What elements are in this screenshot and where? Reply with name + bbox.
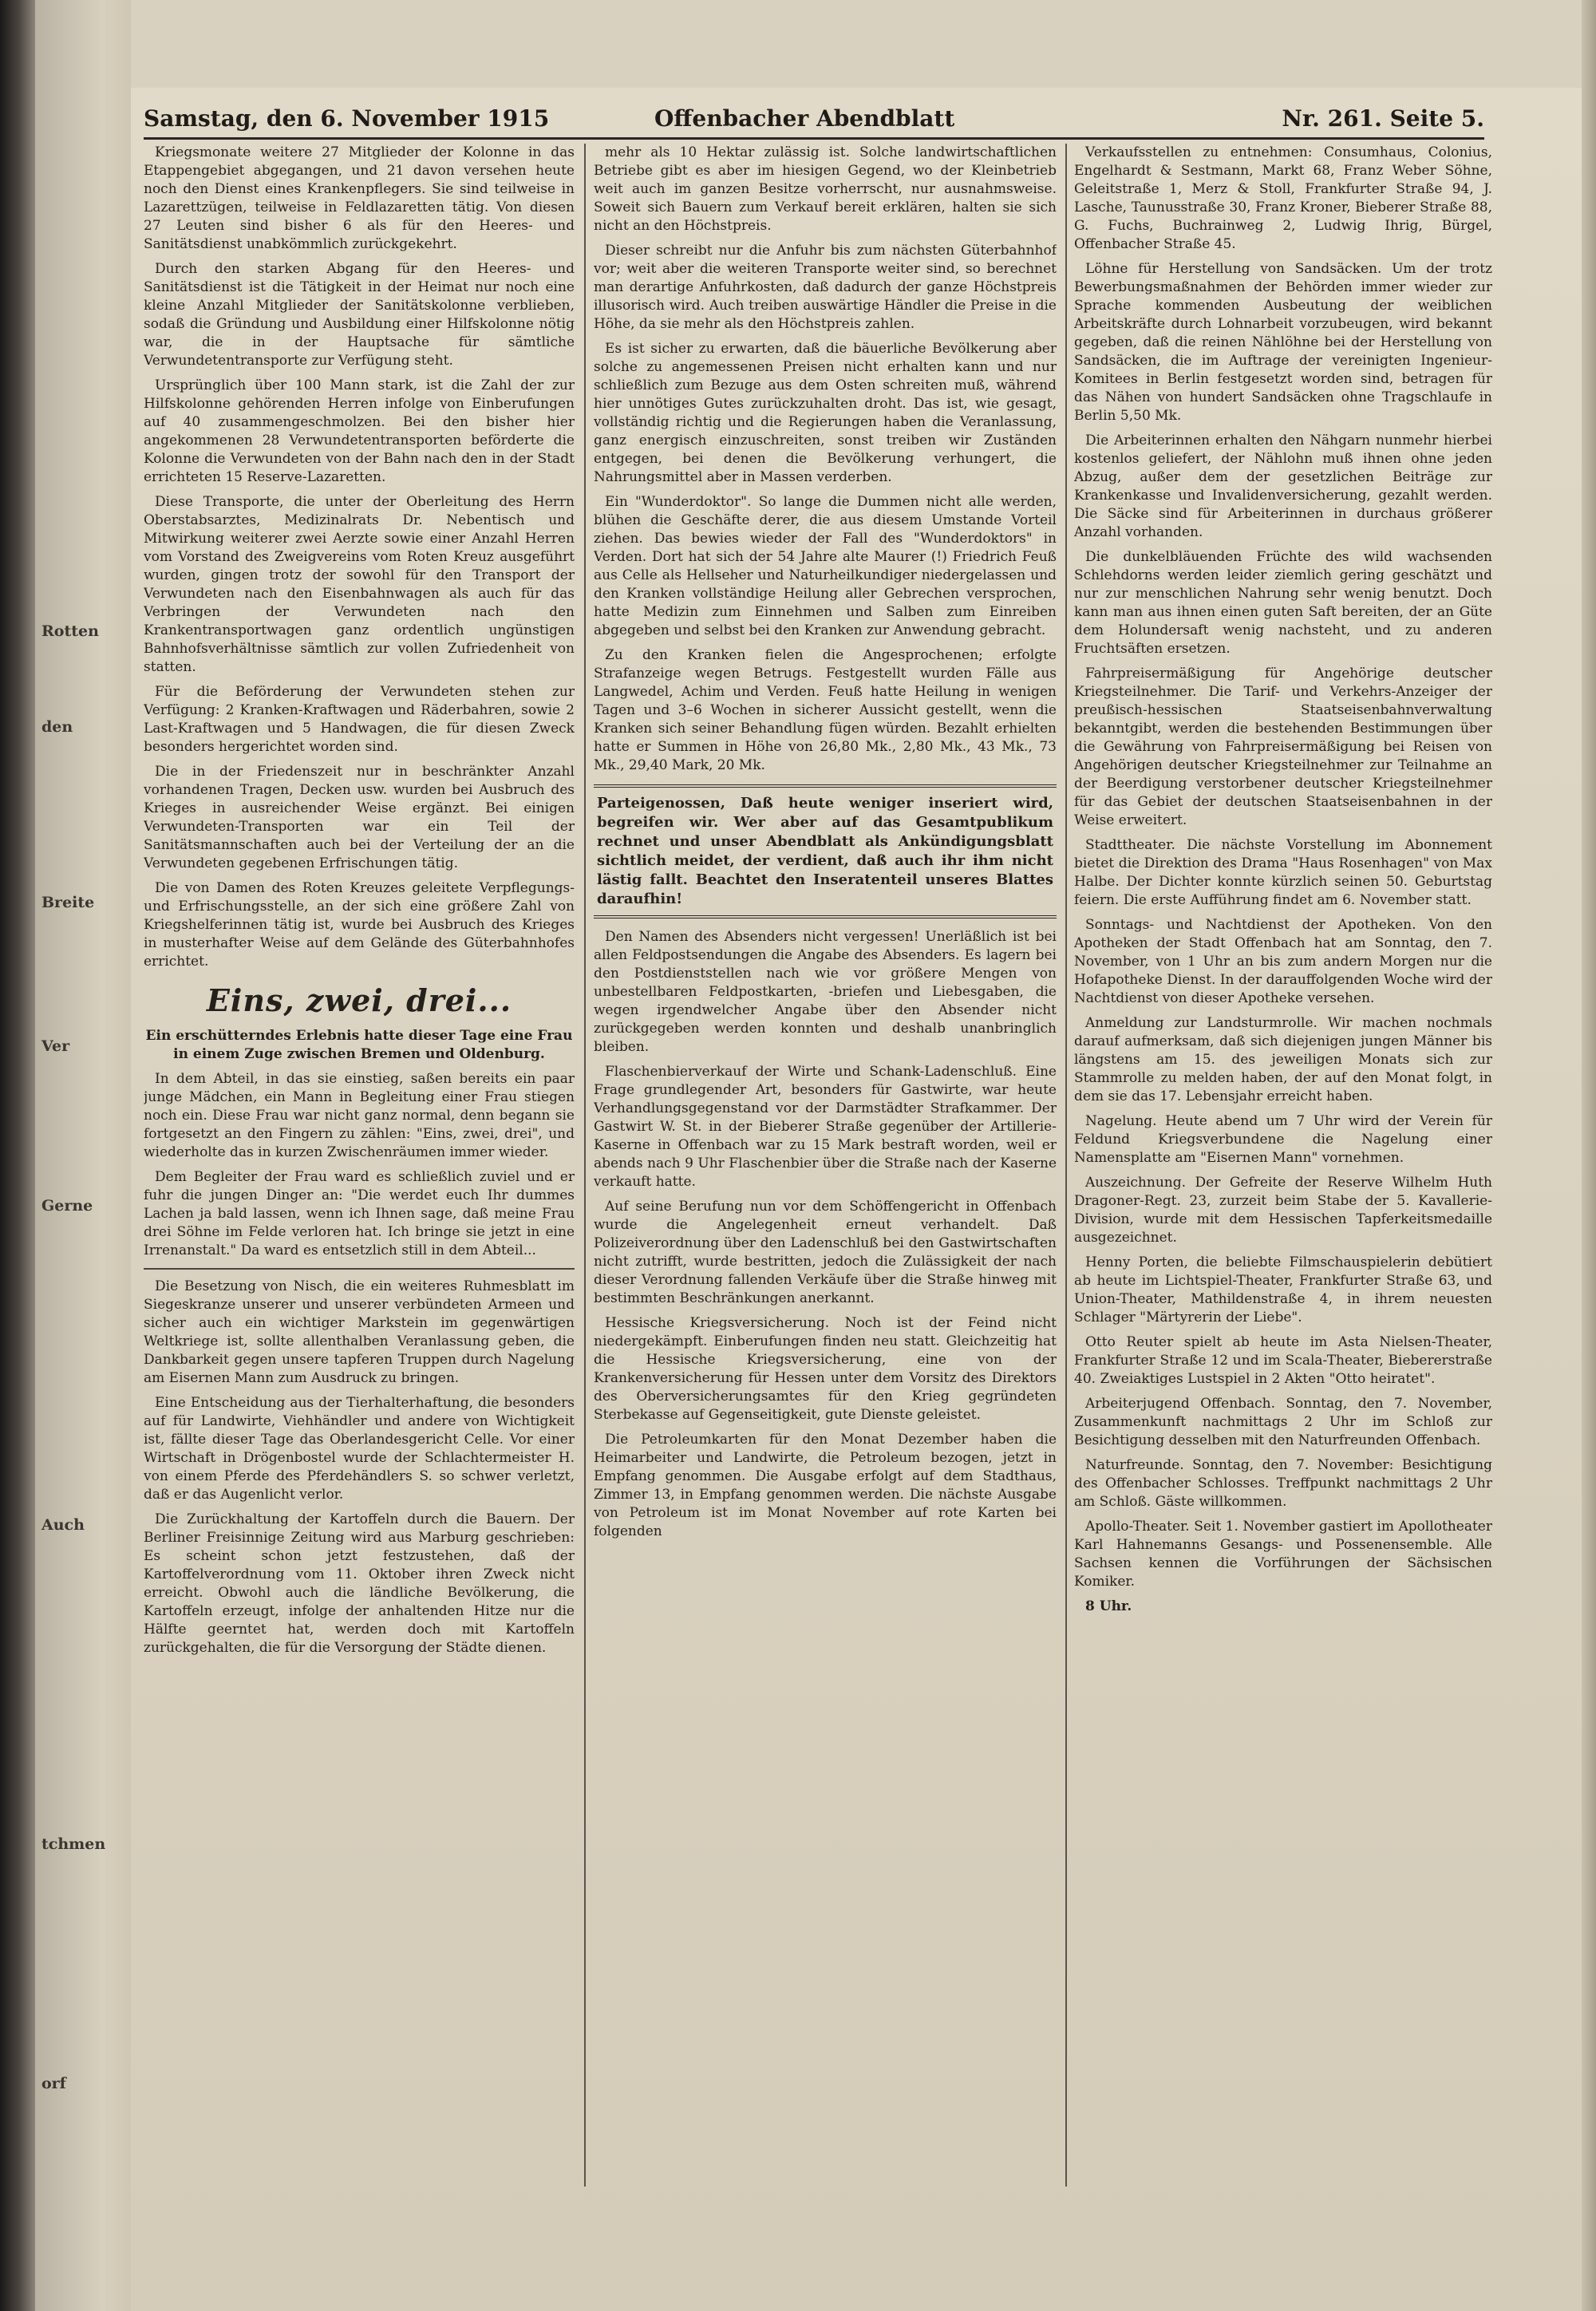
article-paragraph: Naturfreunde. Sonntag, den 7. November: Besichtigung des Offenbacher Schlosses. Treffpunkt nachmittags 2 Uhr am Schloß. Gäste willkommen. — [1074, 1457, 1492, 1510]
header-date: Samstag, den 6. November 1915 — [144, 105, 550, 132]
article-paragraph: Henny Porten, die beliebte Filmschauspielerin debütiert ab heute im Lichtspiel-Theater, Frankfurter Straße 63, und Union-Theater, Mathildenstraße 4, in ihrem neuesten Schlager "Märtyrerin der Liebe". — [1074, 1254, 1492, 1325]
article-paragraph: In dem Abteil, in das sie einstieg, saßen bereits ein paar junge Mädchen, ein Mann in Begleitung einer Frau stiegen noch ein. Diese Frau war nicht ganz normal, denn begann sie fortgesetzt an den Fingern zu zählen: "Eins, zwei, drei", und wiederholte das in kurzen Zwischenräumen immer wieder. — [144, 1071, 575, 1160]
article-subheadline: Ein erschütterndes Erlebnis hatte dieser Tage eine Frau in einem Zuge zwischen Bremen und Oldenburg. — [145, 1028, 573, 1062]
article-paragraph: Hessische Kriegsversicherung. Noch ist der Feind nicht niedergekämpft. Einberufungen finden neu statt. Gleichzeitig hat die Hessische Kriegsversicherung, eine von der Krankenversicherung für Hessen unter dem Vorsitz des Direktors des Oberversicherungsamtes für den Krieg gegründeten Sterbekasse auf Gegenseitigkeit, gute Dienste geleistet. — [594, 1315, 1057, 1423]
margin-fragment: orf — [41, 2075, 66, 2092]
article-paragraph: Diese Transporte, die unter der Oberleitung des Herrn Oberstabsarztes, Medizinalrats Dr. Nebentisch und Mitwirkung weiterer zwei Aerzte sowie einer Anzahl Herren vom Vorstand des Zweigvereins vom Roten Kreuz ausgeführt wurden, gingen trotz der sowohl für den Transport der Verwundeten nach den Eisenbahnwagen als auch für das Verbringen der Verwundeten nach den Krankentransportwagen ganz ordentlich ungünstigen Bahnhofsverhältnisse sämtlich zur vollen Zufriedenheit von statten. — [144, 494, 575, 675]
article-paragraph: Für die Beförderung der Verwundeten stehen zur Verfügung: 2 Kranken-Kraftwagen und Räderbahren, sowie 2 Last-Kraftwagen und 5 Handwagen, die für diesen Zweck besonders hergerichtet worden sind. — [144, 684, 575, 755]
column-rule — [584, 144, 586, 2187]
margin-fragment: Ver — [41, 1037, 70, 1055]
article-paragraph: Es ist sicher zu erwarten, daß die bäuerliche Bevölkerung aber solche zu angemessenen Preisen nicht erhalten kann und nur schließlich zum Bezuge aus dem Osten schreiten muß, während hier unnötiges Gutes zurückzuhalten droht. Das ist, wie gesagt, vollständig richtig und die Regierungen haben die Veranlassung, ganz energisch einzuschreiten, sonst treiben wir Zuständen entgegen, bei denen die Bevölkerung verhungert, die Nahrungsmittel aber in Massen verderben. — [594, 341, 1057, 485]
article-paragraph: 8 Uhr. — [1085, 1598, 1132, 1614]
article-paragraph: Die von Damen des Roten Kreuzes geleitete Verpflegungs- und Erfrischungsstelle, an der sich eine größere Zahl von Kriegshelferinnen tätig ist, wurde bei Ausbruch des Krieges in musterhafter Weise auf dem Gelände des Güterbahnhofes errichtet. — [144, 880, 575, 970]
article-paragraph: Die Petroleumkarten für den Monat Dezember haben die Heimarbeiter und Landwirte, die Petroleum bezogen, jetzt in Empfang genommen. Die Ausgabe erfolgt auf dem Stadthaus, Zimmer 13, in Empfang genommen werden. Die nächste Ausgabe von Petroleum ist im Monat November auf rote Karten bei folgenden — [594, 1432, 1057, 1539]
column-1 — [144, 144, 575, 2282]
article-paragraph: Arbeiterjugend Offenbach. Sonntag, den 7. November, Zusammenkunft nachmittags 2 Uhr im Schloß zur Besichtigung desselben mit den Naturfreunden Offenbach. — [1074, 1396, 1492, 1448]
article-paragraph: Eine Entscheidung aus der Tierhalterhaftung, die besonders auf für Landwirte, Viehhändler und andere von Wichtigkeit ist, fällte dieser Tage das Oberlandesgericht Celle. Vor einer Wirtschaft in Drögenbostel wurde der Schlachtermeister H. von einem Pferde des Pferdehändlers S. so schwer verletzt, daß er das Augenlicht verlor. — [144, 1395, 575, 1503]
article-paragraph: Zu den Kranken fielen die Angesprochenen; erfolgte Strafanzeige wegen Betrugs. Festgestellt wurden Fälle aus Langwedel, Achim und Verden. Feuß hatte Heilung in wenigen Tagen und 3–6 Wochen in sicherer Aussicht gestellt, wenn die Kranken sich seiner Behandlung fügen würden. Bezahlt erhielten hatte er Summen in Höhe von 26,80 Mk., 2,80 Mk., 43 Mk., 73 Mk., 29,40 Mark, 20 Mk. — [594, 647, 1057, 773]
article-paragraph: Ein "Wunderdoktor". So lange die Dummen nicht alle werden, blühen die Geschäfte derer, die aus diesem Umstande Vorteil ziehen. Das bewies wieder der Fall des "Wunderdoktors" in Verden. Dort hat sich der 54 Jahre alte Maurer (!) Friedrich Feuß aus Celle als Hellseher und Naturheilkundiger niedergelassen und den Kranken vollständige Heilung aller Gebrechen versprochen, hatte Medizin zum Einnehmen und Salben zum Einreiben abgegeben und selbst bei den Kranken zur Anwendung gebracht. — [594, 494, 1057, 638]
article-paragraph: Dem Begleiter der Frau ward es schließlich zuviel und er fuhr die jungen Dinger an: "Die werdet euch Ihr dummes Lachen ja bald lassen, wenn ich Ihnen sage, daß meine Frau drei Söhne im Felde verloren hat. Ich bringe sie jetzt in eine Irrenanstalt." Da ward es entsetzlich still in dem Abteil... — [144, 1169, 575, 1258]
margin-fragment: Auch — [41, 1516, 85, 1534]
notice-text: Parteigenossen, Daß heute weniger inseriert wird, begreifen wir. Wer aber auf das Gesamtpublikum rechnet und unser Abendblatt als Ankündigungsblatt sichtlich meidet, der verdient, daß auch ihr ihm nicht lästig fallt. Beachtet den Inseratenteil unseres Blattes daraufhin! — [597, 795, 1053, 907]
article-paragraph: Die Zurückhaltung der Kartoffeln durch die Bauern. Der Berliner Freisinnige Zeitung wird aus Marburg geschrieben: Es scheint schon jetzt festzustehen, daß der Kartoffelverordnung vom 11. Oktober ihren Zweck nicht erreicht. Obwohl auch die ländliche Bevölkerung, die Kartoffeln erzeugt, infolge der anhaltenden Hitze nur die Hälfte geerntet hat, werden doch mit Kartoffeln zurückgehalten, die für die Versorgung der Städte dienen. — [144, 1511, 575, 1656]
article-paragraph: Auszeichnung. Der Gefreite der Reserve Wilhelm Huth Dragoner-Regt. 23, zurzeit beim Stabe der 5. Kavallerie-Division, wurde mit dem Hessischen Tapferkeitsmedaille ausgezeichnet. — [1074, 1175, 1492, 1246]
margin-fragment: den — [41, 718, 73, 736]
article-paragraph: Verkaufsstellen zu entnehmen: Consumhaus, Colonius, Engelhardt & Sestmann, Markt 68, Franz Weber Söhne, Geleitstraße 1, Merz & Stoll, Frankfurter Straße 94, J. Lasche, Taunusstraße 30, Franz Kroner, Bieberer Straße 88, G. Fuchs, Buchrainweg 2, Ludwig Ihrig, Bürgel, Offenbacher Straße 45. — [1074, 144, 1492, 252]
article-paragraph: Stadttheater. Die nächste Vorstellung im Abonnement bietet die Direktion des Drama "Haus Rosenhagen" von Max Halbe. Der Dichter konnte kürzlich seinen 50. Geburtstag feiern. Die erste Aufführung findet am 6. November statt. — [1074, 837, 1492, 908]
article-paragraph: Die Arbeiterinnen erhalten den Nähgarn nunmehr hierbei kostenlos geliefert, der Nählohn muß ihnen ohne jeden Abzug, außer dem der gesetzlichen Beiträge zur Krankenkasse und Invalidenversicherung, gezahlt werden. Die Säcke sind für Arbeiterinnen in durchaus größerer Anzahl vorhanden. — [1074, 433, 1492, 540]
article-paragraph: Anmeldung zur Landsturmrolle. Wir machen nochmals darauf aufmerksam, daß sich diejenigen jungen Männer bis längstens am 15. des jeweiligen Monats sich zur Stammrolle zu melden haben, der auf den Monat folgt, in dem sie das 17. Lebensjahr erreicht haben. — [1074, 1015, 1492, 1104]
margin-fragment: Breite — [41, 894, 95, 911]
page-right-edge — [1582, 0, 1596, 2311]
article-paragraph: Ursprünglich über 100 Mann stark, ist die Zahl der zur Hilfskolonne gehörenden Herren infolge von Einberufungen auf 40 zusammengeschmolzen. Bei den bisher hier angekommenen 28 Verwundetentransporten beförderte die Kolonne die Verwundeten von der Bahn nach den in der Stadt errichteten 15 Reserve-Lazaretten. — [144, 377, 575, 485]
header-masthead: Offenbacher Abendblatt — [654, 105, 955, 132]
article-paragraph: Apollo-Theater. Seit 1. November gastiert im Apollotheater Karl Hahnemanns Gesangs- und Possenensemble. Alle Sachsen kennen die Vorführungen der Sächsischen Komiker. — [1074, 1519, 1492, 1590]
margin-fragment: Rotten — [41, 622, 99, 640]
article-paragraph: Den Namen des Absenders nicht vergessen! Unerläßlich ist bei allen Feldpostsendungen die Angabe des Absenders. Es lagern bei den Postdienststellen nach wie vor größere Mengen von unbestellbaren Feldpostkarten, -briefen und Liebesgaben, die wegen irgendwelcher Angabe über den Absender nicht zurückgegeben werden konnten und deshalb unanbringlich bleiben. — [594, 929, 1057, 1055]
article-paragraph: Fahrpreisermäßigung für Angehörige deutscher Kriegsteilnehmer. Die Tarif- und Verkehrs-Anzeiger der preußisch-hessischen Staatseisenbahnverwaltung bekanntgibt, werden die bestehenden Bestimmungen über die Gewährung von Fahrpreisermäßigung bei Reisen von Angehörigen deutscher Kriegsteilnehmer zur Teilnahme an der Beerdigung verstorbener deutscher Kriegsteilnehmer für das Gebiet der deutschen Staatseisenbahnen in der Weise erweitert. — [1074, 666, 1492, 828]
article-paragraph: Dieser schreibt nur die Anfuhr bis zum nächsten Güterbahnhof vor; weit aber die weiteren Transporte weiter sind, so berechnet man derartige Anfuhrkosten, daß dadurch der ganze Höchstpreis illusorisch wird. Auch treiben auswärtige Händler die Preise in die Höhe, da sie mehr als den Höchstpreis zahlen. — [594, 243, 1057, 332]
article-paragraph: Sonntags- und Nachtdienst der Apotheken. Von den Apotheken der Stadt Offenbach hat am Sonntag, den 7. November, von 1 Uhr an bis zum andern Morgen nur die Hofapotheke Dienst. In der darauffolgenden Woche wird der Nachtdienst von dieser Apotheke versehen. — [1074, 917, 1492, 1006]
column-2 — [594, 144, 1057, 2282]
article-paragraph: Nagelung. Heute abend um 7 Uhr wird der Verein für Feldund Kriegsverbundene die Nagelung einer Namensplatte am "Eisernen Mann" vornehmen. — [1074, 1113, 1492, 1166]
article-paragraph: Flaschenbierverkauf der Wirte und Schank-Ladenschluß. Eine Frage grundlegender Art, besonders für Gastwirte, war heute Verhandlungsgegenstand vor der Darmstädter Strafkammer. Der Gastwirt W. St. in der Bieberer Straße gegenüber der Artillerie-Kaserne in Offenbach war zu 15 Mark bestraft worden, weil er abends nach 9 Uhr Flaschenbier über die Straße nach der Kaserne verkauft hatte. — [594, 1064, 1057, 1190]
margin-fragment: tchmen — [41, 1835, 106, 1853]
article-paragraph: Die dunkelbläuenden Früchte des wild wachsenden Schlehdorns werden leider ziemlich gering geschätzt und nur zur menschlichen Nahrung sehr wenig benutzt. Doch kann man aus ihnen einen guten Saft bereiten, der an Güte dem Holundersaft wenig nachsteht, und zu anderen Fruchtsäften ersetzen. — [1074, 549, 1492, 657]
article-paragraph: mehr als 10 Hektar zulässig ist. Solche landwirtschaftlichen Betriebe gibt es aber im hiesigen Gegend, wo der Kleinbetrieb weit auch im ganzen Besitze vorherrscht, nur ausnahmsweise. Soweit sich Bauern zum Verkauf bereit erklären, halten sie sich nicht an den Höchstpreis. — [594, 144, 1057, 234]
article-paragraph: Durch den starken Abgang für den Heeres- und Sanitätsdienst ist die Tätigkeit in der Heimat nur noch eine kleine Anzahl Mitglieder der Sanitätskolonne verblieben, sodaß die Gründung und Ausbildung einer Hilfskolonne nötig war, die in der Hauptsache für sämtliche Verwundetentransporte zur Verfügung steht. — [144, 261, 575, 369]
article-paragraph: Kriegsmonate weitere 27 Mitglieder der Kolonne in das Etappengebiet abgegangen, und 21 davon versehen heute noch den Dienst eines Krankenpflegers. Sie sind teilweise in Lazarettzügen, teilweise in Feldlazaretten tätig. Von diesen 27 Leuten sind bisher 6 als für den Heeres- und Sanitätsdienst unabkömmlich zurückgekehrt. — [144, 144, 575, 252]
article-paragraph: Die Besetzung von Nisch, die ein weiteres Ruhmesblatt im Siegeskranze unserer und unserer verbündeten Armeen und sicher auch ein wichtiger Markstein im gegenwärtigen Weltkriege ist, sollte allenthalben Veranlassung geben, die Dankbarkeit gegen unsere tapferen Truppen durch Nagelung am Eisernen Mann zum Ausdruck zu bringen. — [144, 1278, 575, 1386]
article-paragraph: Otto Reuter spielt ab heute im Asta Nielsen-Theater, Frankfurter Straße 12 und im Scala-Theater, Biebererstraße 40. Zweiaktiges Lustspiel in 2 Akten "Otto heiratet". — [1074, 1334, 1492, 1387]
party-notice-box — [594, 784, 1057, 918]
header-page-number: Nr. 261. Seite 5. — [1282, 105, 1484, 132]
article-paragraph: Auf seine Berufung nun vor dem Schöffengericht in Offenbach wurde die Angelegenheit erneut verhandelt. Daß Polizeiverordnung über den Ladenschluß bei den Gastwirtschaften nicht zutrifft, wurde bestritten, jedoch die Zulässigkeit der nach dieser Verordnung fallenden Verkäufe über die Straße hinweg mit bestimmten Beschränkungen anerkannt. — [594, 1199, 1057, 1306]
column-rule — [1065, 144, 1067, 2187]
article-paragraph: Löhne für Herstellung von Sandsäcken. Um der trotz Bewerbungsmaßnahmen der Behörden immer wieder zur Sprache kommenden Ausbeutung der weiblichen Arbeitskräfte durch Lohnarbeit vorzubeugen, wird bekannt gegeben, daß die reinen Nählöhne bei der Herstellung von Sandsäcken, die im Auftrage der vereinigten Ingenieur-Komitees in Berlin festgesetzt worden sind, betragen für das Nähen von hundert Sandsäcken ohne Tragschlaufe in Berlin 5,50 Mk. — [1074, 261, 1492, 424]
page-top-margin — [131, 0, 1596, 88]
section-divider — [144, 1268, 575, 1270]
page-header — [144, 102, 1484, 140]
book-spine — [0, 0, 35, 2311]
margin-fragment: Gerne — [41, 1197, 93, 1215]
column-3 — [1074, 144, 1492, 2282]
previous-page-edge — [35, 0, 131, 2311]
article-headline: Eins, zwei, drei... — [206, 982, 512, 1018]
article-paragraph: Die in der Friedenszeit nur in beschränkter Anzahl vorhandenen Tragen, Decken usw. wurden bei Ausbruch des Krieges in ausreichender Weise ergänzt. Bei einigen Verwundeten-Transporten war ein Teil der Sanitätsmannschaften auch bei der Verteilung der an die Verwundeten gegebenen Erfrischungen tätig. — [144, 764, 575, 871]
